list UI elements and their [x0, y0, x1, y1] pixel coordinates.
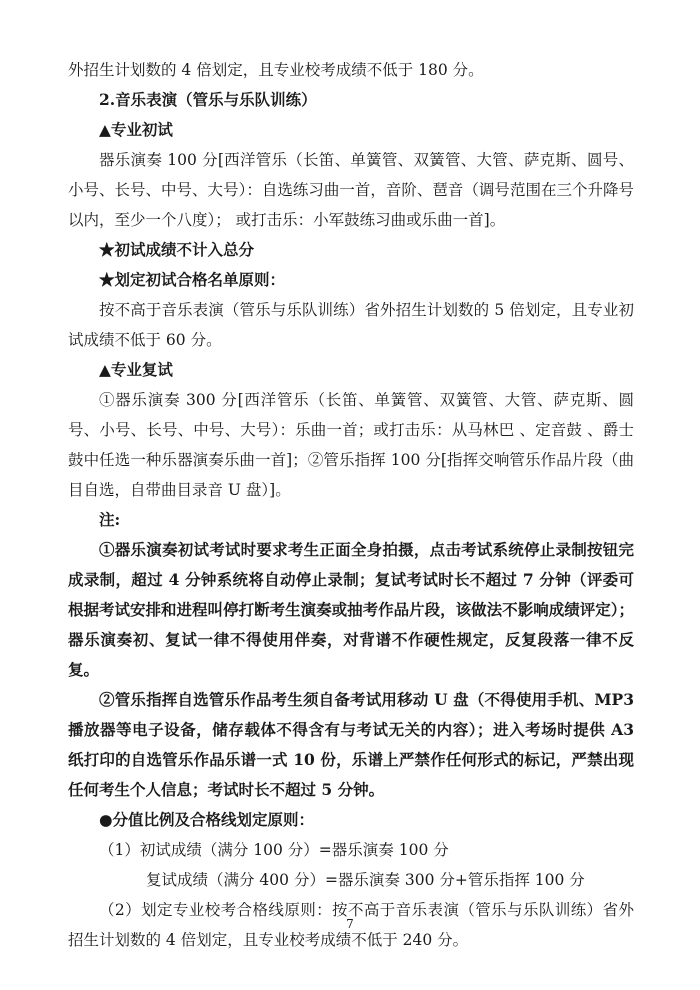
paragraph-qualifying-line: （2）划定专业校考合格线原则：按不高于音乐表演（管乐与乐队训练）省外招生计划数的 4 倍划定，且专业校考成绩不低于 240 分。 [68, 901, 634, 949]
section-heading: 2.音乐表演（管乐与乐队训练） [99, 90, 317, 109]
notes-heading: 注: [99, 510, 121, 529]
heading-score-ratio: ●分值比例及合格线划定原则： [99, 810, 315, 829]
note-instrument-exam: ①器乐演奏初试考试时要求考生正面全身拍摄，点击考试系统停止录制按钮完成录制，超过 4 分钟系统将自动停止录制；复试考试时长不超过 7 分钟（评委可根据考试安排和进程叫停打断考生演奏或抽考作品片段，该做法不影响成绩评定）；器乐演奏初、复试一律不得使用伴奏，对背谱不作硬性规定，反复段落一律不反复。 [68, 540, 634, 679]
note-conducting-exam: ②管乐指挥自选管乐作品考生须自备考试用移动 U 盘（不得使用手机、MP3 播放器等电子设备，储存载体不得含有与考试无关的内容）；进入考场时提供 A3 纸打印的自选管乐作品乐谱一式 10 份，乐谱上严禁作任何形式的标记，严禁出现任何考生个人信息；考试时长不超过 5 分钟。 [68, 690, 634, 799]
paragraph-final-content: ①器乐演奏 300 分[西洋管乐（长笛、单簧管、双簧管、大管、萨克斯、圆号、小号、长号、中号、大号）：乐曲一首；或打击乐：从马林巴 、定音鼓 、爵士鼓中任选一种乐器演奏乐曲一首]；②管乐指挥 100 分[指挥交响管乐作品片段（曲目自选，自带曲目录音 U 盘）]。 [68, 391, 634, 499]
subheading-preliminary-exam: ▲专业初试 [99, 120, 173, 139]
score-line-final: 复试成绩（满分 400 分）=器乐演奏 300 分+管乐指挥 100 分 [146, 871, 585, 889]
document-body [68, 55, 634, 955]
paragraph-pass-list-principle: 按不高于音乐表演（管乐与乐队训练）省外招生计划数的 5 倍划定，且专业初试成绩不低于 60 分。 [68, 301, 634, 349]
page-number: 7 [346, 917, 354, 931]
heading-pass-list-principle: ★划定初试合格名单原则： [99, 270, 286, 289]
score-line-preliminary: （1）初试成绩（满分 100 分）=器乐演奏 100 分 [99, 841, 449, 859]
paragraph-continuation: 外招生计划数的 4 倍划定，且专业校考成绩不低于 180 分。 [68, 61, 484, 79]
subheading-final-exam: ▲专业复试 [99, 360, 173, 379]
paragraph-preliminary-content: 器乐演奏 100 分[西洋管乐（长笛、单簧管、双簧管、大管、萨克斯、圆号、小号、长号、中号、大号）：自选练习曲一首，音阶、琶音（调号范围在三个升降号以内，至少一个八度）； 或打击乐：小军鼓练习曲或乐曲一首]。 [68, 151, 634, 229]
note-score-not-counted: ★初试成绩不计入总分 [99, 240, 255, 259]
